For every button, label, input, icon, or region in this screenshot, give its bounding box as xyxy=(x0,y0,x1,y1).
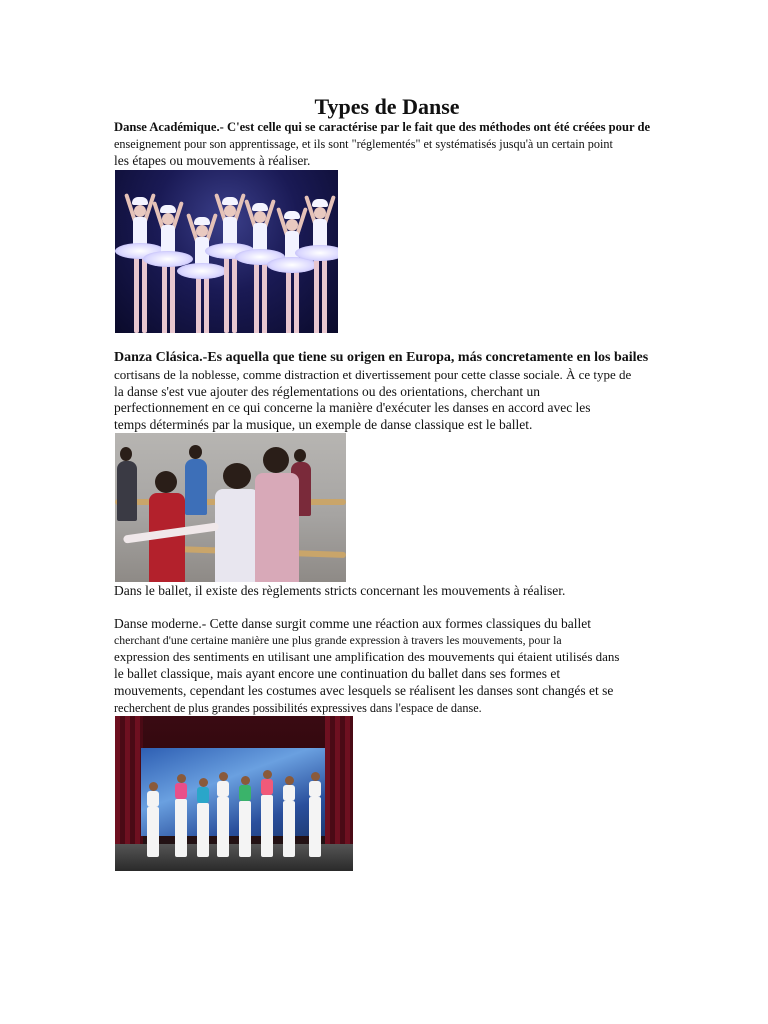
clasica-line-4: perfectionnement en ce qui concerne la manière d'exécuter les danses en accord avec les xyxy=(114,400,591,415)
clasica-line-5: temps déterminés par la musique, un exemple de danse classique est le ballet. xyxy=(114,417,533,432)
clasica-line-2: cortisans de la noblesse, comme distraction et divertissement pour cette classe sociale. À ce type de xyxy=(114,367,632,382)
ballet-stage-photo xyxy=(115,170,338,333)
moderne-line-6: recherchent de plus grandes possibilités expressives dans l'espace de danse. xyxy=(114,701,482,715)
stage-backdrop xyxy=(141,748,325,836)
ballet-class-photo xyxy=(115,433,346,582)
moderne-line-1: Danse moderne.- Cette danse surgit comme une réaction aux formes classiques du ballet xyxy=(114,616,591,631)
moderne-line-4: le ballet classique, mais ayant encore une continuation du ballet dans ses formes et xyxy=(114,666,561,681)
page-title: Types de Danse xyxy=(314,94,460,119)
modern-dance-photo xyxy=(115,716,353,871)
clasica-heading-line: Danza Clásica.-Es aquella que tiene su origen en Europa, más concretamente en los bailes xyxy=(114,350,649,365)
stage-curtain-left xyxy=(115,716,143,846)
academique-line-3: les étapes ou mouvements à réaliser. xyxy=(114,153,311,168)
clasica-after-photo: Dans le ballet, il existe des règlements stricts concernant les mouvements à réaliser. xyxy=(114,583,566,598)
moderne-line-3: expression des sentiments en utilisant une amplification des mouvements qui étaient utilisés dans xyxy=(114,649,620,664)
academique-heading-line: Danse Académique.- C'est celle qui se caractérise par le fait que des méthodes ont été créées pour de xyxy=(114,120,651,134)
clasica-line-3: la danse s'est vue ajouter des réglementations ou des orientations, cherchant un xyxy=(114,384,541,399)
academique-line-2: enseignement pour son apprentissage, et ils sont "réglementés" et systématisés jusqu'à un certain point xyxy=(114,137,613,151)
stage-curtain-right xyxy=(325,716,353,846)
ballerina-figure xyxy=(303,185,337,333)
moderne-line-2: cherchant d'une certaine manière une plus grande expression à travers les mouvements, pour la xyxy=(114,633,562,647)
moderne-line-5: mouvements, cependant les costumes avec lesquels se réalisent les danses sont changés et se xyxy=(114,683,614,698)
ballerina-figure xyxy=(151,191,185,333)
